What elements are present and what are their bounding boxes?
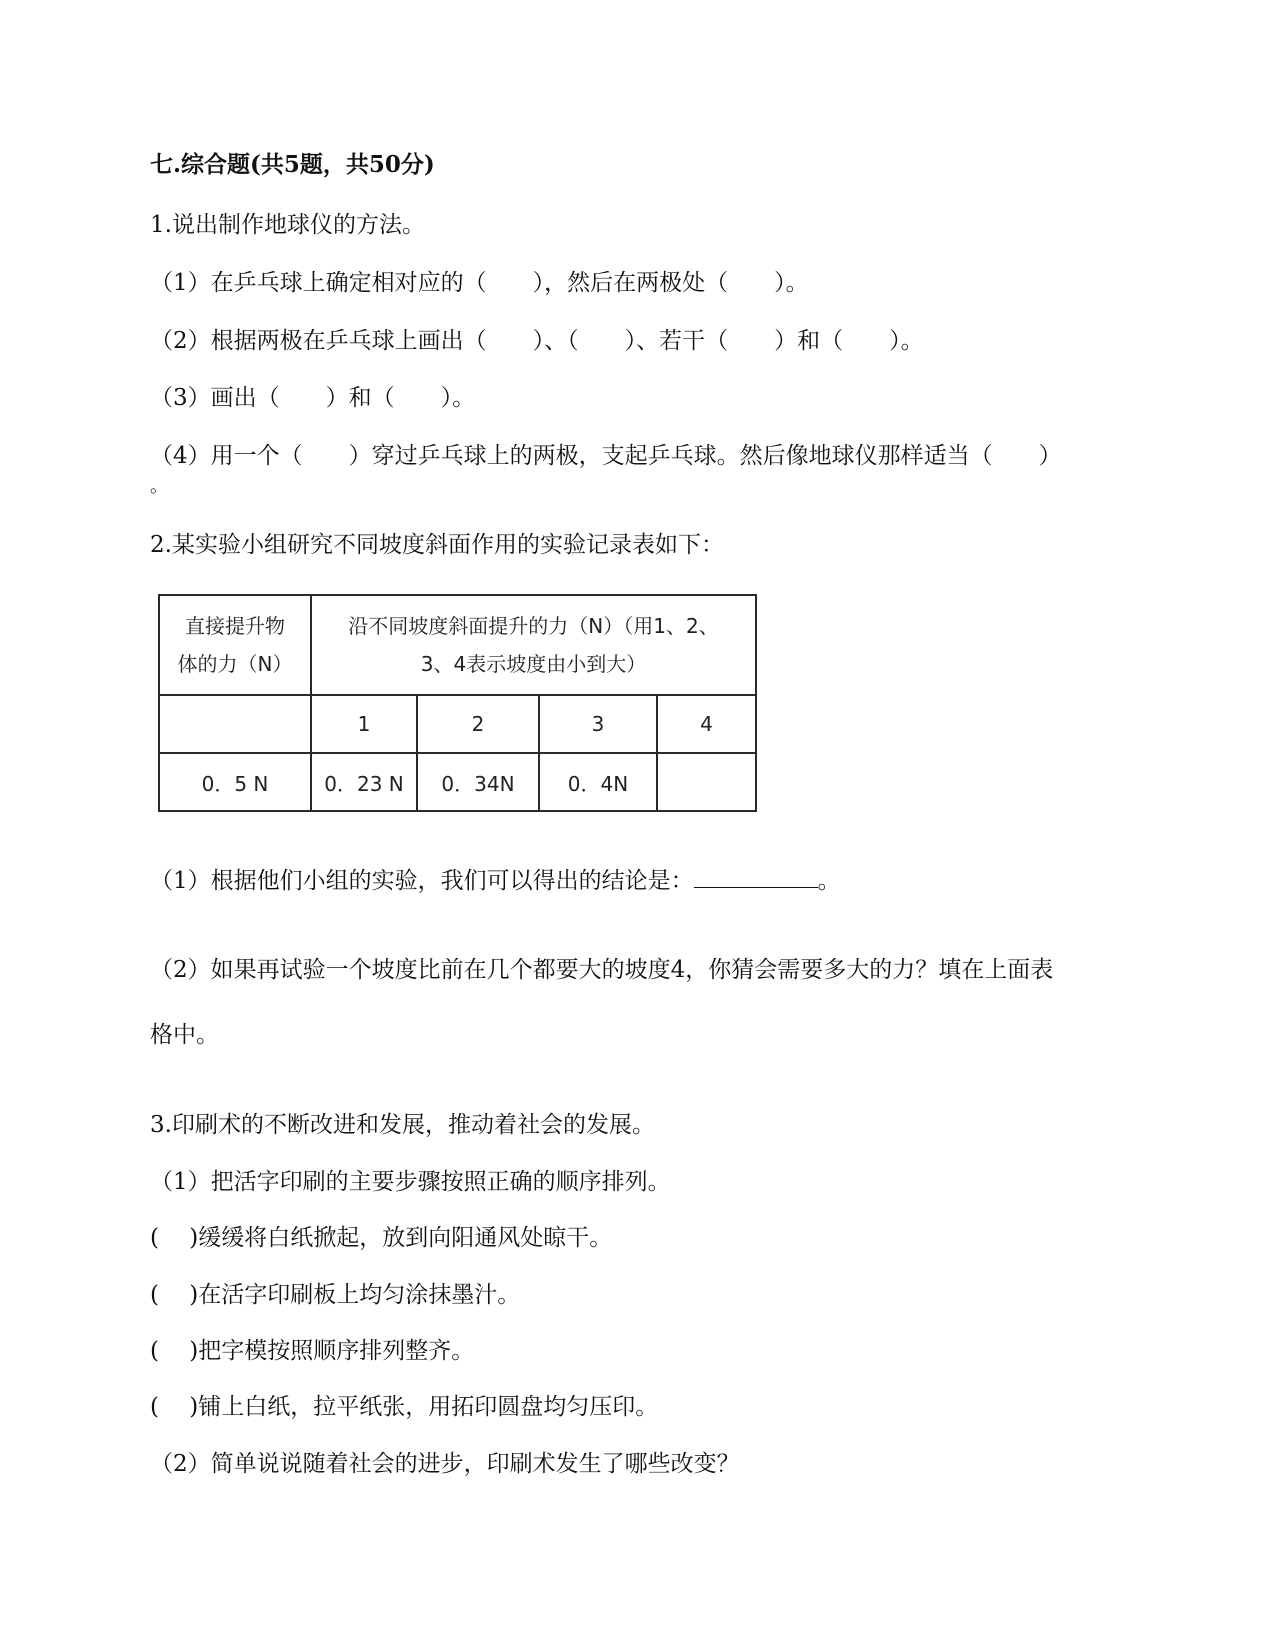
question-3-step-3: ( )把字模按照顺序排列整齐。 — [150, 1338, 475, 1364]
question-2-sub-1-text: （1）根据他们小组的实验，我们可以得出的结论是： — [150, 868, 694, 894]
question-2-sub-1-suffix: 。 — [817, 868, 841, 894]
table-cell: 2 — [417, 695, 539, 753]
table-cell — [657, 753, 756, 811]
table-cell: 0．4N — [539, 753, 657, 811]
question-3-title: 3.印刷术的不断改进和发展，推动着社会的发展。 — [150, 1112, 655, 1138]
header-direct-lift — [159, 595, 311, 695]
experiment-table — [158, 594, 757, 812]
question-3-sub-1: （1）把活字印刷的主要步骤按照正确的顺序排列。 — [150, 1169, 671, 1195]
question-2-sub-2-line-1: （2）如果再试验一个坡度比前在几个都要大的坡度4，你猜会需要多大的力？填在上面表 — [150, 957, 1054, 983]
header-slope-lift-line-1: 沿不同坡度斜面提升的力（N）（用1、2、 — [348, 614, 719, 638]
question-2-title: 2.某实验小组研究不同坡度斜面作用的实验记录表如下： — [150, 532, 724, 558]
question-3-step-2: ( )在活字印刷板上均匀涂抹墨汁。 — [150, 1282, 521, 1308]
section-title: 七.综合题(共5题，共50分) — [150, 151, 435, 178]
table-cell: 0．23 N — [311, 753, 417, 811]
question-1-item-1: （1）在乒乓球上确定相对应的（ ），然后在两极处（ ）。 — [150, 270, 809, 296]
question-1-title: 1.说出制作地球仪的方法。 — [150, 212, 425, 238]
answer-blank[interactable] — [694, 865, 818, 888]
table-cell: 1 — [311, 695, 417, 753]
table-row-slopes — [159, 695, 756, 753]
header-slope-lift-line-2: 3、4表示坡度由小到大） — [420, 652, 647, 676]
question-1-item-4-tail: 。 — [150, 476, 168, 497]
question-3-step-1: ( )缓缓将白纸掀起，放到向阳通风处晾干。 — [150, 1225, 613, 1251]
question-1-item-4: （4）用一个（ ）穿过乒乓球上的两极，支起乒乓球。然后像地球仪那样适当（ ） — [150, 443, 1062, 469]
question-3-step-4: ( )铺上白纸，拉平纸张，用拓印圆盘均匀压印。 — [150, 1394, 659, 1420]
header-slope-lift — [311, 595, 756, 695]
question-1-item-3: （3）画出（ ）和（ ）。 — [150, 385, 476, 411]
table-cell: 3 — [539, 695, 657, 753]
question-2-sub-1 — [150, 865, 841, 896]
question-3-sub-2: （2）简单说说随着社会的进步，印刷术发生了哪些改变？ — [150, 1451, 740, 1477]
table-cell — [159, 695, 311, 753]
table-cell: 4 — [657, 695, 756, 753]
header-direct-lift-line-2: 体的力（N） — [177, 652, 293, 676]
table-cell: 0．34N — [417, 753, 539, 811]
table-cell: 0．5 N — [159, 753, 311, 811]
table-header-row — [159, 595, 756, 695]
question-2-sub-2-line-2: 格中。 — [150, 1022, 219, 1048]
question-1-item-2: （2）根据两极在乒乓球上画出（ ）、（ ）、若干（ ）和（ ）。 — [150, 328, 924, 354]
header-direct-lift-line-1: 直接提升物 — [185, 614, 285, 638]
table-row-values — [159, 753, 756, 811]
